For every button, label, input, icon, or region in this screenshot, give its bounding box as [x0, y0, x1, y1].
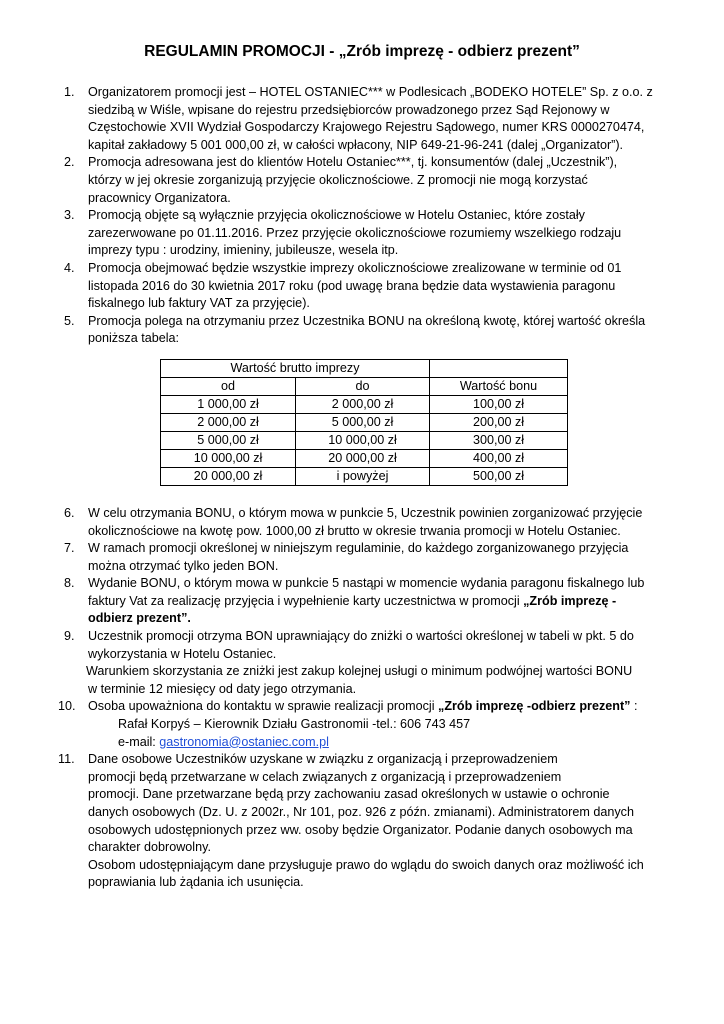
email-link[interactable]: gastronomia@ostaniec.com.pl: [159, 734, 329, 749]
rule-text-line: osobowych udostępnionych przez ww. osoby będzie Organizator. Podanie danych osobowych ma: [88, 822, 633, 837]
rule-number: 9.: [64, 629, 75, 644]
rule-item-11: [0, 751, 724, 892]
rule-text-line: pracownicy Organizatora.: [88, 190, 231, 205]
table-header-group-row: [161, 359, 568, 377]
table-row: [161, 431, 568, 449]
rule-item-3: [0, 207, 724, 260]
rule-text-line: poprawiania lub żądania ich usunięcia.: [88, 875, 304, 890]
rule-text-line: kapitał zakładowy 5 001 000,00 zł, w całości wpłacony, NIP 649-21-96-241 (dalej „Organizator”).: [88, 137, 624, 152]
rule-text-line: Warunkiem skorzystania ze zniżki jest zakup kolejnej usługi o minimum podwójnej wartości BONU: [86, 664, 633, 679]
promo-name-bold: odbierz prezent”.: [88, 611, 191, 626]
rule-number: 10.: [58, 699, 76, 714]
rule-9-continuation: [0, 681, 724, 699]
rule-text-line: fiskalnego lub faktury VAT za przyjęcie).: [88, 296, 310, 311]
rule-text-line: Uczestnik promocji otrzyma BON uprawniający do zniżki o wartości określonej w tabeli w pkt. 5 do: [88, 629, 634, 644]
rule-number: 8.: [64, 576, 75, 591]
rule-text-line: Osobom udostępniającym dane przysługuje prawo do wglądu do swoich danych oraz możliwość ich: [88, 857, 644, 872]
promo-name-bold: „Zrób imprezę -odbierz prezent”: [438, 699, 631, 714]
rule-number: 5.: [64, 313, 75, 328]
document-title: REGULAMIN PROMOCJI - „Zrób imprezę - odbierz prezent”: [144, 43, 580, 60]
rule-number: 7.: [64, 541, 75, 556]
rule-text-line: Organizatorem promocji jest – HOTEL OSTANIEC*** w Podlesicach „BODEKO HOTELE” Sp. z o.o. z: [88, 85, 653, 99]
rule-text-line: listopada 2016 do 30 kwietnia 2017 roku (pod uwagę brana będzie data wystawienia paragonu: [88, 278, 616, 293]
rule-item-6: [0, 505, 724, 540]
rule-number: 2.: [64, 155, 75, 170]
rule-text-line: można otrzymać tylko jeden BON.: [88, 558, 279, 573]
rule-text-line: siedzibą w Wiśle, wpisane do rejestru przedsiębiorców prowadzonego przez Sąd Rejonowy w: [88, 102, 610, 117]
rule-text-line: Promocja obejmować będzie wszystkie imprezy okolicznościowe zrealizowane w terminie od 01: [88, 260, 622, 275]
table-cell-to: i powyżej: [296, 467, 430, 485]
rules-list: [0, 84, 724, 892]
rule-text-line: wykorzystania w Hotelu Ostaniec.: [88, 646, 277, 661]
rule-text-line: okolicznościowe na kwotę pow. 1000,00 zł brutto w okresie trwania promocji w Hotelu Ostaniec.: [88, 523, 621, 538]
rule-text-span: Osoba upoważniona do kontaktu w sprawie realizacji promocji: [88, 699, 439, 714]
rule-text-line: Promocją objęte są wyłącznie przyjęcia okolicznościowe w Hotelu Ostaniec, które zostały: [88, 208, 585, 223]
table-row: [161, 467, 568, 485]
rule-item-5: [0, 313, 724, 348]
rule-number: 11.: [58, 752, 75, 767]
table-cell-from: 20 000,00 zł: [161, 467, 296, 485]
table-cell-from: 5 000,00 zł: [161, 431, 296, 449]
table-cell-bonus: 100,00 zł: [430, 395, 568, 413]
rule-text-line: W ramach promocji określonej w niniejszym regulaminie, do każdego zorganizowanego przyjęcia: [88, 541, 629, 556]
table-cell-bonus: 400,00 zł: [430, 449, 568, 467]
rule-text-span: :: [630, 699, 638, 714]
table-header-empty: [430, 359, 568, 377]
rule-text-line: zarezerwowane po 01.11.2016. Przez przyjęcie okolicznościowe rozumiemy wszelkiego rodzaju: [88, 225, 622, 240]
rule-item-1: [0, 84, 724, 154]
email-label: e-mail:: [118, 734, 160, 749]
rule-text-line: Wydanie BONU, o którym mowa w punkcie 5 nastąpi w momencie wydania paragonu fiskalnego lub: [88, 576, 645, 591]
table-row: [161, 449, 568, 467]
rule-text-line: Promocja adresowana jest do klientów Hotelu Ostaniec***, tj. konsumentów (dalej „Uczestnik”),: [88, 155, 618, 170]
rule-text-line: którzy w jej okresie zorganizują przyjęcie okolicznościowe. Z promocji nie mogą korzystać: [88, 172, 588, 187]
rule-text-line: [88, 698, 684, 716]
table-row: [161, 413, 568, 431]
rule-number: 1.: [64, 85, 75, 99]
table-header-group: Wartość brutto imprezy: [161, 359, 430, 377]
table-cell-to: 20 000,00 zł: [296, 449, 430, 467]
table-cell-to: 10 000,00 zł: [296, 431, 430, 449]
table-cell-bonus: 200,00 zł: [430, 413, 568, 431]
rule-item-9: [0, 628, 724, 663]
rule-item-10: [0, 698, 724, 751]
table-header-to: do: [296, 377, 430, 395]
table-header-from: od: [161, 377, 296, 395]
table-cell-from: 2 000,00 zł: [161, 413, 296, 431]
table-cell-bonus: 300,00 zł: [430, 431, 568, 449]
rule-item-7: [0, 540, 724, 575]
rule-text-line: [88, 593, 684, 611]
rule-text-line: promocji będą przetwarzane w celach związanych z organizacją i przeprowadzeniem: [88, 769, 562, 784]
rule-text-line: poniższa tabela:: [88, 331, 180, 346]
rule-item-8: [0, 575, 724, 628]
rule-text-line: danych osobowych (Dz. U. z 2002r., Nr 101, poz. 926 z późn. zmianami). Administratorem danych: [88, 805, 634, 819]
table-cell-to: 2 000,00 zł: [296, 395, 430, 413]
rule-text-line: charakter dobrowolny.: [88, 840, 211, 855]
rule-number: 3.: [64, 208, 75, 223]
promo-name-bold: „Zrób imprezę -: [523, 593, 617, 608]
table-cell-to: 5 000,00 zł: [296, 413, 430, 431]
rule-text-line: Promocja polega na otrzymaniu przez Uczestnika BONU na określoną kwotę, której wartość określa: [88, 313, 646, 328]
rule-item-2: [0, 154, 724, 207]
rule-text-line: W celu otrzymania BONU, o którym mowa w punkcie 5, Uczestnik powinien zorganizować przyjęcie: [88, 505, 643, 520]
bonus-table: [160, 359, 568, 486]
rule-number: 6.: [64, 505, 75, 520]
table-header-bonus: Wartość bonu: [430, 377, 568, 395]
rule-text-line: promocji. Dane przetwarzane będą przy zachowaniu zasad określonych w ustawie o ochronie: [88, 787, 610, 802]
rule-9-continuation: [0, 663, 724, 681]
contact-person: Rafał Korpyś – Kierownik Działu Gastronomii -tel.: 606 743 457: [118, 717, 471, 732]
rule-text-span: faktury Vat za realizację przyjęcia i wypełnienie karty uczestnictwa w promocji: [88, 593, 524, 608]
contact-email-line: [88, 734, 684, 752]
table-cell-bonus: 500,00 zł: [430, 467, 568, 485]
rule-text-line: Dane osobowe Uczestników uzyskane w związku z organizacją i przeprowadzeniem: [88, 752, 558, 767]
rule-number: 4.: [64, 260, 75, 275]
table-row: [161, 395, 568, 413]
rule-text-line: w terminie 12 miesięcy od daty jego otrzymania.: [88, 681, 357, 696]
bonus-table-wrapper: [0, 359, 724, 486]
table-cell-from: 1 000,00 zł: [161, 395, 296, 413]
rule-text-line: Częstochowie XVII Wydział Gospodarczy Krajowego Rejestru Sądowego, numer KRS 0000270474,: [88, 120, 645, 135]
rule-item-4: [0, 260, 724, 313]
table-header-row: [161, 377, 568, 395]
table-cell-from: 10 000,00 zł: [161, 449, 296, 467]
rule-text-line: imprezy typu : urodziny, imieniny, jubileusze, wesela itp.: [88, 243, 399, 258]
